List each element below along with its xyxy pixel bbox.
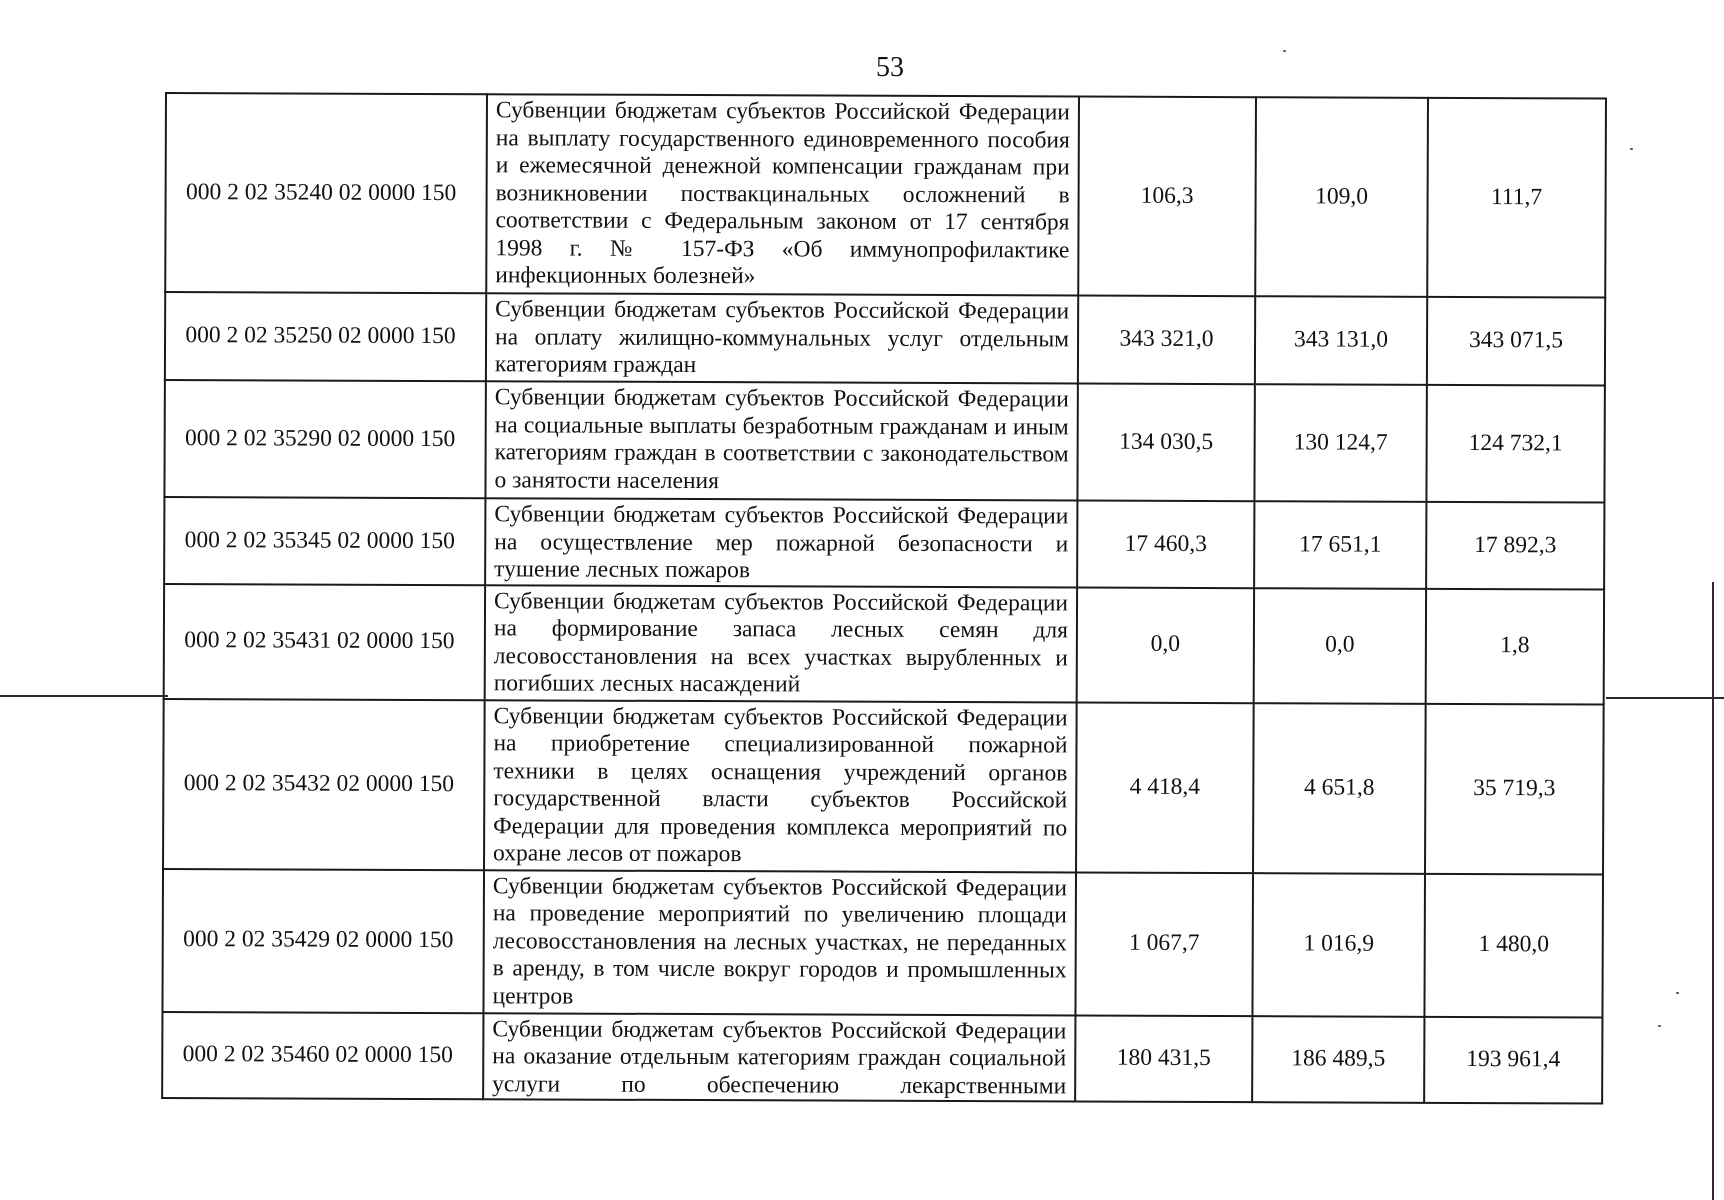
table-row: [162, 868, 1603, 1017]
value-1-cell: 0,0: [1077, 587, 1254, 703]
table-row: [164, 497, 1604, 589]
value-2-cell: 130 124,7: [1254, 384, 1426, 502]
value-1-cell: 106,3: [1078, 97, 1256, 297]
budget-code-cell: 000 2 02 35431 02 0000 150: [164, 584, 485, 700]
scan-artifact-line: [1606, 697, 1724, 699]
value-2-cell: 17 651,1: [1254, 501, 1426, 588]
value-2-cell: 343 131,0: [1255, 296, 1427, 385]
scan-speck: [1676, 992, 1679, 994]
value-1-cell: 17 460,3: [1077, 501, 1254, 588]
scan-speck: [1283, 50, 1286, 52]
value-1-cell: 4 418,4: [1076, 702, 1254, 873]
table-row: [164, 584, 1604, 705]
subvention-table: [161, 92, 1607, 1105]
scan-artifact-line: [0, 695, 168, 697]
value-3-cell: 1,8: [1426, 588, 1604, 704]
scan-speck: [1658, 1025, 1661, 1027]
value-1-cell: 180 431,5: [1075, 1015, 1252, 1102]
value-3-cell: 1 480,0: [1424, 873, 1603, 1017]
budget-code-cell: 000 2 02 35290 02 0000 150: [164, 380, 485, 498]
value-1-cell: 1 067,7: [1075, 872, 1253, 1016]
value-2-cell: 4 651,8: [1253, 703, 1426, 874]
budget-code-cell: 000 2 02 35429 02 0000 150: [162, 868, 484, 1012]
budget-code-cell: 000 2 02 35460 02 0000 150: [162, 1011, 483, 1099]
table-row: [165, 292, 1605, 386]
page-number: 53: [876, 52, 904, 83]
description-cell: Субвенции бюджетам субъектов Российской Федерации на оплату жилищно-коммунальных услуг отдельным категориям граждан: [486, 293, 1078, 383]
value-1-cell: 134 030,5: [1077, 384, 1254, 502]
budget-code-cell: 000 2 02 35250 02 0000 150: [165, 292, 486, 381]
table-row: [165, 93, 1606, 298]
value-3-cell: 111,7: [1427, 98, 1606, 298]
value-3-cell: 343 071,5: [1427, 297, 1605, 386]
value-3-cell: 124 732,1: [1426, 385, 1604, 503]
value-2-cell: 186 489,5: [1252, 1016, 1424, 1103]
value-2-cell: 0,0: [1254, 588, 1426, 704]
table-row: [162, 1011, 1602, 1103]
value-2-cell: 1 016,9: [1252, 873, 1425, 1017]
value-3-cell: 35 719,3: [1425, 703, 1604, 874]
description-cell: Субвенции бюджетам субъектов Российской Федерации на социальные выплаты безработным гражданам и иным категориям граждан в соответствии с законодательством о занятости населения: [485, 381, 1077, 500]
table-row: [163, 698, 1604, 874]
description-cell: Субвенции бюджетам субъектов Российской Федерации на оказание отдельным категориям граждан социальной услуги по обеспечению лекарственными: [483, 1013, 1075, 1102]
value-2-cell: 109,0: [1255, 97, 1428, 297]
budget-code-cell: 000 2 02 35240 02 0000 150: [165, 93, 487, 293]
description-cell: Субвенции бюджетам субъектов Российской Федерации на осуществление мер пожарной безопасности и тушение лесных пожаров: [485, 498, 1077, 587]
budget-code-cell: 000 2 02 35432 02 0000 150: [163, 698, 485, 869]
description-cell: Субвенции бюджетам субъектов Российской Федерации на выплату государственного единовременного пособия и ежемесячной денежной компенсации гражданам при возникновении поствакцинальных осложнений в соответствии с Федеральным законом от 17 сентября 1998 г. № 157-ФЗ «Об иммунопрофилактике инфекционных болезней»: [486, 94, 1079, 295]
budget-code-cell: 000 2 02 35345 02 0000 150: [164, 497, 485, 585]
value-1-cell: 343 321,0: [1078, 296, 1255, 385]
description-cell: Субвенции бюджетам субъектов Российской Федерации на приобретение специализированной пожарной техники в целях оснащения учреждений органов государственной власти субъектов Российской Федерации для проведения комплекса мероприятий по охране лесов от пожаров: [484, 700, 1077, 872]
value-3-cell: 193 961,4: [1424, 1016, 1602, 1103]
scan-speck: [1630, 148, 1633, 150]
value-3-cell: 17 892,3: [1426, 502, 1604, 589]
table-row: [164, 380, 1604, 503]
description-cell: Субвенции бюджетам субъектов Российской Федерации на формирование запаса лесных семян для лесовосстановления на всех участках вырубленных и погибших лесных насаждений: [485, 585, 1077, 702]
description-cell: Субвенции бюджетам субъектов Российской Федерации на проведение мероприятий по увеличению площади лесовосстановления на лесных участках, не переданных в аренду, в том числе вокруг городов и промышленных центров: [483, 870, 1076, 1015]
scan-artifact-line: [1712, 582, 1714, 1200]
